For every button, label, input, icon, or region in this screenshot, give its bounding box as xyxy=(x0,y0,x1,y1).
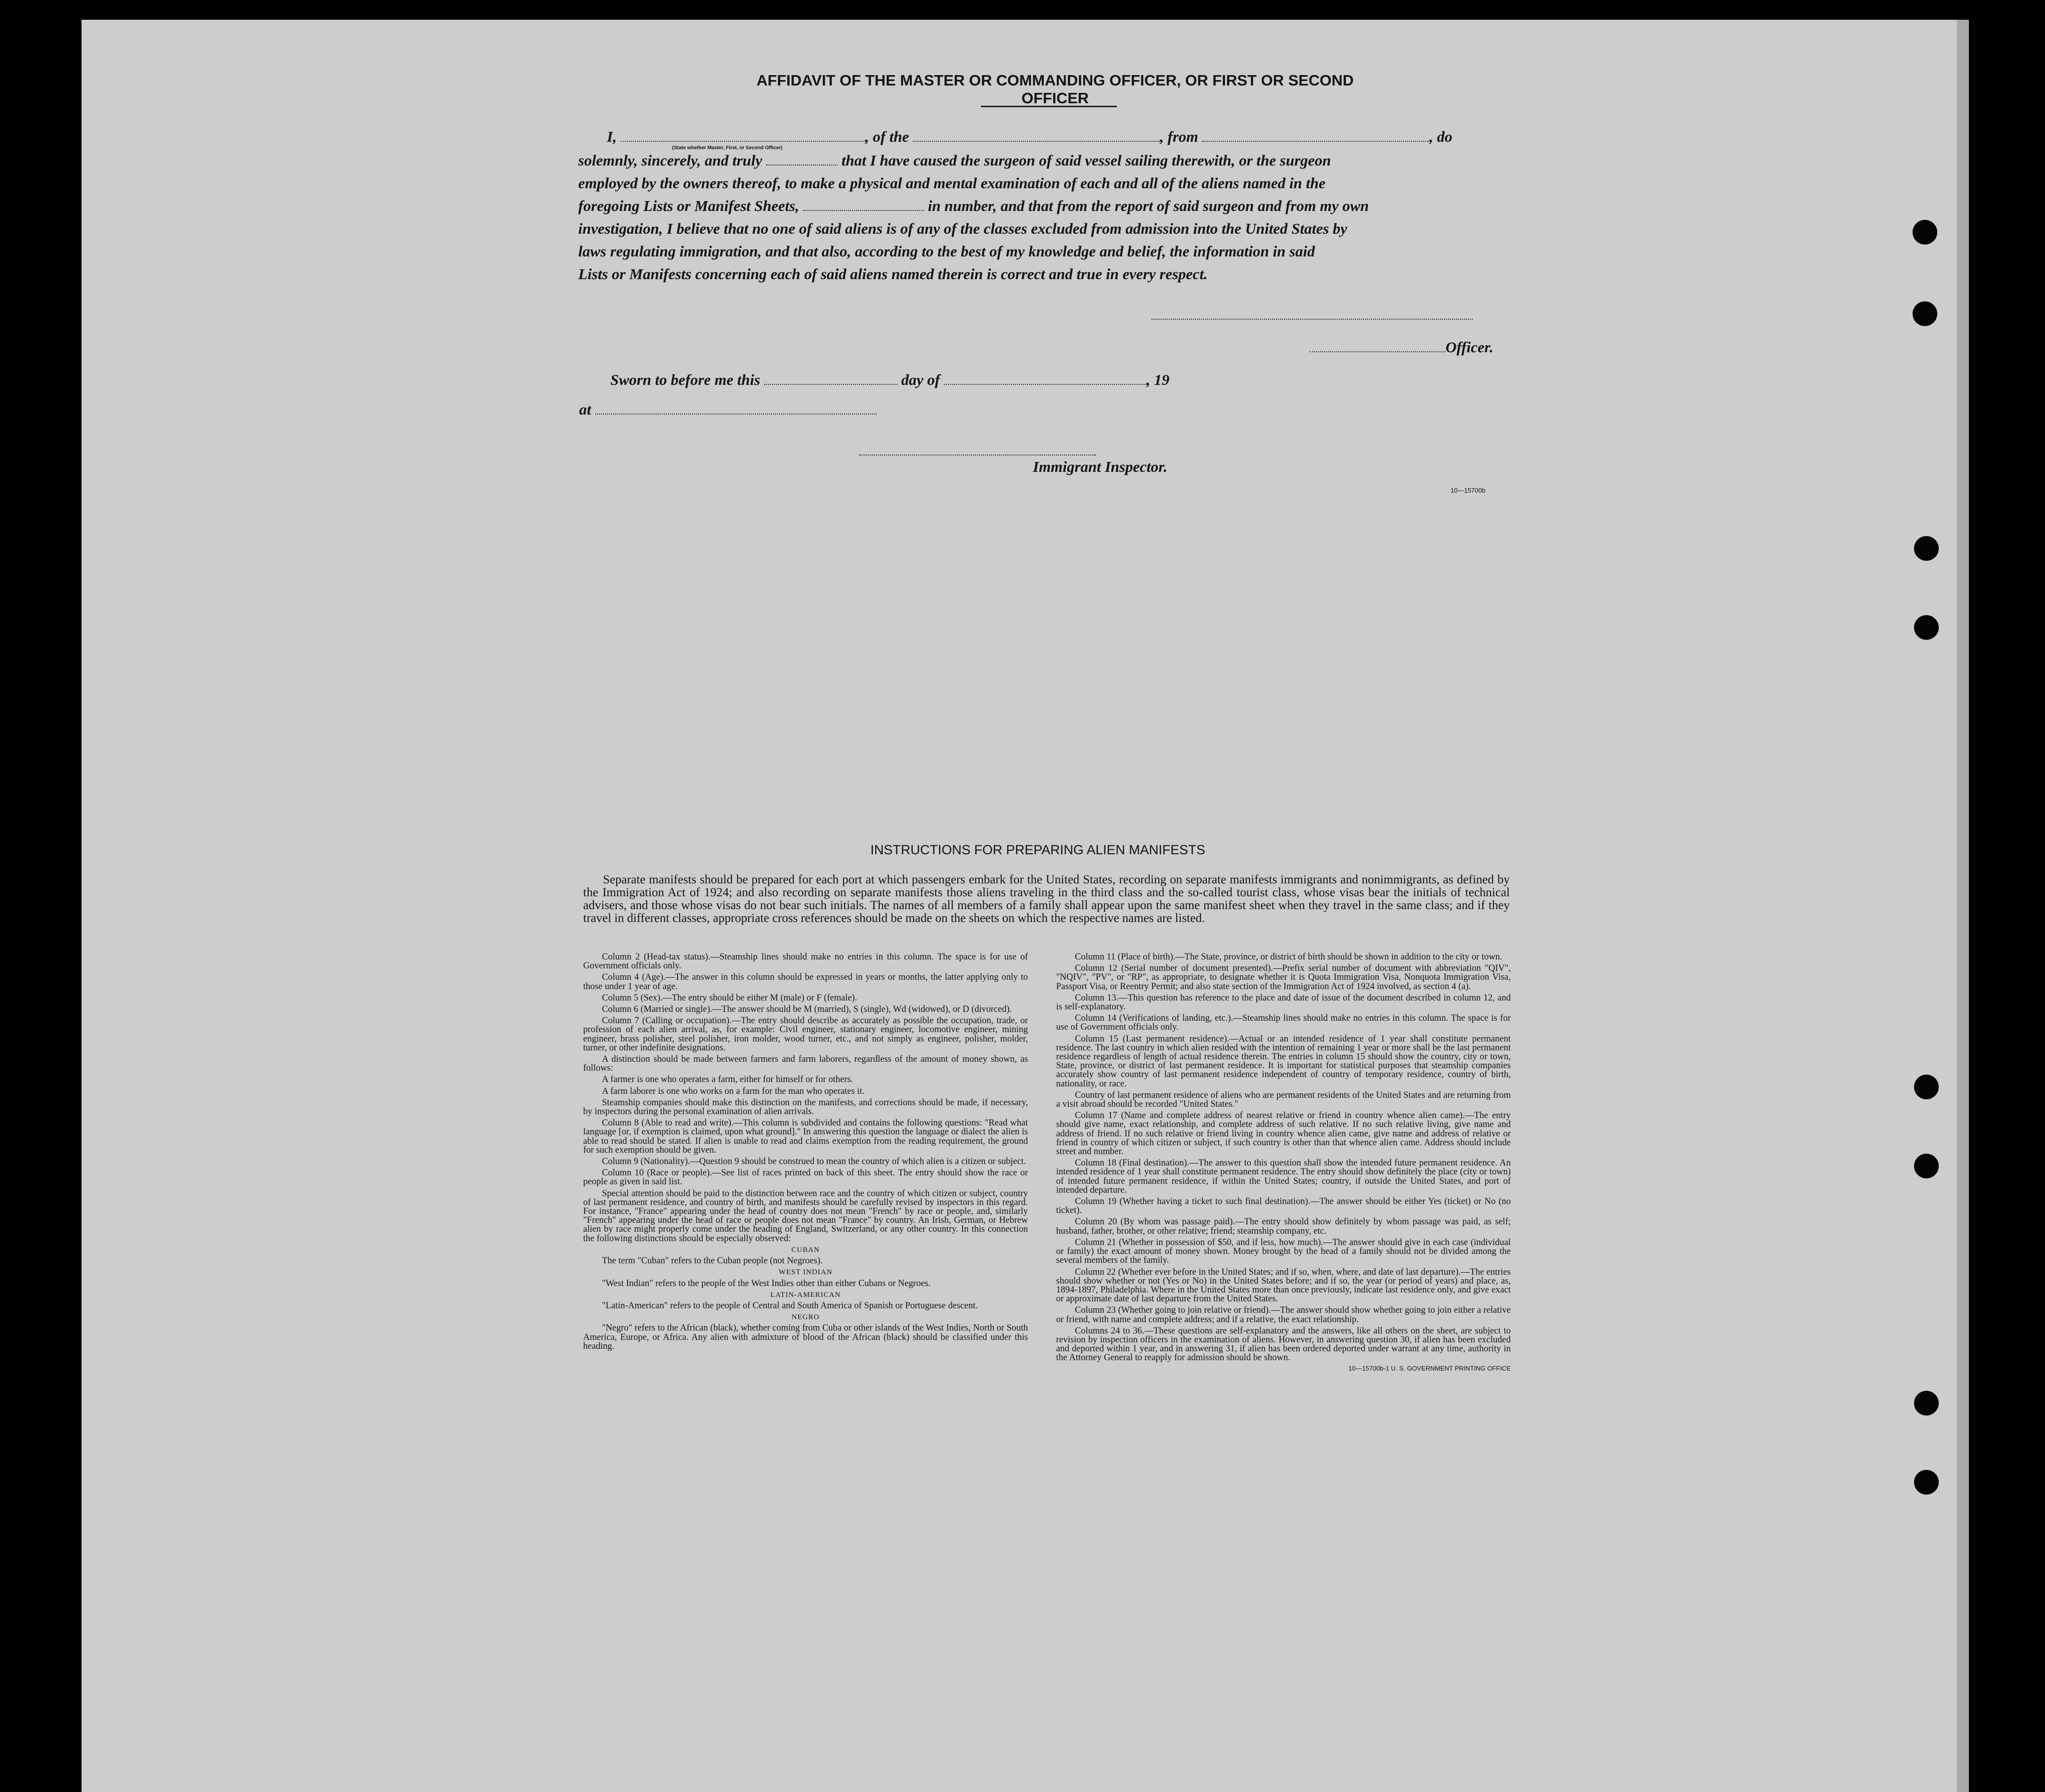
affidavit-line-7: Lists or Manifests concerning each of said aliens named therein is correct and true in every respect. xyxy=(578,265,1208,283)
instructions-left-column xyxy=(583,953,1028,1353)
instruction-paragraph: Column 12 (Serial number of document presented).—Prefix serial number of document with abbreviation "QIV", "NQIV", "PV", or "RP", as appropriate, to designate whether it is Quota Immigration Visa, Nonquota Immigration Visa, Passport Visa, or Reentry Permit; and also state section of the Immigration Act of 1924 involved, as section 4 (a). xyxy=(1056,963,1511,992)
instruction-paragraph: Country of last permanent residence of aliens who are permanent residents of the United States and are returning from a visit abroad should be recorded "United States." xyxy=(1056,1090,1511,1110)
instruction-paragraph: Column 10 (Race or people).—See list of races printed on back of this sheet. The entry should show the race or people as given in said list. xyxy=(583,1168,1028,1187)
punch-hole xyxy=(1914,1470,1939,1495)
section-heading: LATIN-AMERICAN xyxy=(770,1291,841,1299)
affidavit-title: AFFIDAVIT OF THE MASTER OR COMMANDING OFFICER, OR FIRST OR SECOND OFFICER xyxy=(756,72,1354,107)
affidavit-text: , from xyxy=(1160,128,1198,145)
instruction-paragraph: Column 23 (Whether going to join relative or friend).—The answer should show whether going to join either a relative or friend, with name and complete address; and if a relative, the exact relationship. xyxy=(1056,1305,1511,1325)
vessel-name-field[interactable] xyxy=(913,131,1160,142)
instruction-paragraph: Column 7 (Calling or occupation).—The entry should describe as accurately as possible the occupation, trade, or profession of each alien arrival, as, for example: Civil engineer, stationary engineer, locomotive engineer, mining engineer, brass polisher, steel polisher, iron molder, wood turner, etc., and not simply as engineer, polisher, molder, turner, or other indefinite designations. xyxy=(583,1016,1028,1053)
affidavit-line-3: employed by the owners thereof, to make a physical and mental examination of each and all of the aliens named in the xyxy=(578,174,1326,192)
sworn-line xyxy=(610,369,1169,391)
punch-hole xyxy=(1913,220,1937,245)
instructions-title: INSTRUCTIONS FOR PREPARING ALIEN MANIFESTS xyxy=(870,842,1205,857)
affidavit-text: at xyxy=(579,401,592,418)
instruction-paragraph: Column 11 (Place of birth).—The State, province, or district of birth should be shown in addition to the city or town. xyxy=(1075,952,1502,962)
signature-line[interactable] xyxy=(1151,319,1473,320)
section-heading: WEST INDIAN xyxy=(778,1268,833,1277)
definition-west-indian: "West Indian" refers to the people of the West Indies other than either Cubans or Negroes. xyxy=(602,1278,931,1289)
affidavit-text: in number, and that from the report of said surgeon and from my own xyxy=(928,197,1369,214)
officer-rank-field[interactable] xyxy=(621,131,865,142)
affidavit-text: solemnly, sincerely, and truly xyxy=(578,152,763,169)
instruction-paragraph: Column 13.—This question has reference to the place and date of issue of the document described in column 12, and is self-explanatory. xyxy=(1056,993,1511,1012)
instruction-paragraph: Column 4 (Age).—The answer in this column should be expressed in years or months, the latter applying only to those under 1 year of age. xyxy=(583,972,1028,992)
instruction-paragraph: Column 19 (Whether having a ticket to such final destination).—The answer should be either Yes (ticket) or No (no ticket). xyxy=(1056,1197,1511,1216)
instruction-paragraph: A farmer is one who operates a farm, either for himself or for others. xyxy=(602,1075,853,1085)
instruction-paragraph: Columns 24 to 36.—These questions are self-explanatory and the answers, like all others on the sheet, are subject to revision by inspection officers in the examination of aliens. However, in answering question 30, if alien has been excluded and deported within 1 year, and in answering 31, if alien has been ordered deported under warrant at any time, authority in the Attorney General to reapply for admission should be shown. xyxy=(1056,1326,1511,1363)
punch-hole xyxy=(1914,1154,1939,1178)
title-underline xyxy=(981,106,1117,107)
instruction-paragraph: Column 14 (Verifications of landing, etc.).—Steamship lines should make no entries in this column. The space is for use of Government officials only. xyxy=(1056,1013,1511,1033)
instruction-paragraph: Special attention should be paid to the distinction between race and the country of which citizen or subject, country of last permanent residence, and country of birth, and manifests should be carefully revised by inspectors in this regard. For instance, "France" appearing under the head of country does not mean "French" by race or people, and, similarly "French" appearing under the head of race or people does not mean "France" by country. An Irish, German, or Hebrew alien by race might properly come under the heading of England, Switzerland, or any other country. In this connection the following distinctions should be especially observed: xyxy=(583,1188,1028,1244)
print-footer: 10—15700b-1 U. S. GOVERNMENT PRINTING OFFICE xyxy=(1348,1364,1511,1372)
instruction-paragraph: Column 2 (Head-tax status).—Steamship lines should make no entries in this column. The space is for use of Government officials only. xyxy=(583,952,1028,971)
officer-signature-field[interactable] xyxy=(1310,341,1446,352)
sworn-day-field[interactable] xyxy=(764,374,897,385)
at-line xyxy=(579,398,877,421)
instruction-paragraph: Column 9 (Nationality).—Question 9 should be construed to mean the country of which alien is a citizen or subject. xyxy=(602,1157,1026,1167)
section-heading: CUBAN xyxy=(791,1246,820,1254)
inspector-label: Immigrant Inspector. xyxy=(1033,458,1168,475)
officer-label: Officer. xyxy=(1446,338,1493,356)
affidavit-text: Sworn to before me this xyxy=(610,371,761,388)
instruction-paragraph: Steamship companies should make this distinction on the manifests, and corrections should be made, if necessary, by inspectors during the personal examination of alien arrivals. xyxy=(583,1097,1028,1117)
affidavit-line-2 xyxy=(578,149,1512,172)
instruction-paragraph: Column 18 (Final destination).—The answer to this question shall show the intended future permanent residence. An intended residence of 1 year shall constitute permanent residence. The entry should show definitely the place (city or town) of intended future permanent residence, if within the United States; country, if outside the United States, and port of intended departure. xyxy=(1056,1158,1511,1195)
definition-cuban: The term "Cuban" refers to the Cuban people (not Negroes). xyxy=(602,1256,823,1266)
instruction-paragraph: Column 6 (Married or single).—The answer should be M (married), S (single), Wd (widowed), or D (divorced). xyxy=(602,1004,1012,1015)
port-field[interactable] xyxy=(1202,131,1429,142)
instruction-paragraph: Column 15 (Last permanent residence).—Actual or an intended residence of 1 year shall constitute permanent residence. The last country in which alien resided with the intention of remaining 1 year or more shall be the last permanent residence regardless of length of actual residence therein. The entries in column 15 should show the country, city or town, State, province, or district of last permanent residence. It is important for statistical purposes that steamship companies accurately show country of last permanent residence independent of country of temporary residence, country of birth, nationality, or race. xyxy=(1056,1034,1511,1089)
officer-signature-row xyxy=(1310,336,1493,359)
instruction-paragraph: Column 22 (Whether ever before in the United States; and if so, when, where, and date of last departure).—The entries should show whether or not (Yes or No) in the United States before; and if so, the year (or period of years) and place, as, 1894-1897, Philadelphia. Where in the United States more than once previously, indicate last residence only, and give exact or approximate date of last departure from the United States. xyxy=(1056,1267,1511,1304)
field-hint: (State whether Master, First, or Second Officer) xyxy=(672,145,783,151)
affidavit-line-5: investigation, I believe that no one of said aliens is of any of the classes excluded from admission into the United States by xyxy=(578,220,1348,237)
affidavit-text: foregoing Lists or Manifest Sheets, xyxy=(578,197,799,214)
affidavit-text: , do xyxy=(1429,128,1452,145)
instruction-paragraph: A distinction should be made between farmers and farm laborers, regardless of the amount of money shown, as follows: xyxy=(583,1054,1028,1074)
affidavit-text: , 19 xyxy=(1146,371,1170,388)
sworn-place-field[interactable] xyxy=(595,404,877,415)
instruction-paragraph: Column 17 (Name and complete address of nearest relative or friend in country whence alien came).—The entry should give name, exact relationship, and complete address of such relative. If no such relative living, give name and address of friend. If no such relative or friend living in country whence alien came, give name and address of relative or friend in country of which citizen or subject, if such country is other than that whence alien came. Address should include street and number. xyxy=(1056,1111,1511,1157)
oath-field[interactable] xyxy=(766,155,838,166)
definition-latin-american: "Latin-American" refers to the people of Central and South America of Spanish or Portuguese descent. xyxy=(602,1300,978,1311)
instruction-paragraph: Column 8 (Able to read and write).—This column is subdivided and contains the following questions: "Read what language [or, if exemption is claimed, upon what ground]." In answering this question the language or dialect the alien is able to read should be stated. If alien is unable to read and claims exemption from the reading requirement, the ground for such exemption should be given. xyxy=(583,1118,1028,1155)
instruction-paragraph: A farm laborer is one who works on a farm for the man who operates it. xyxy=(602,1086,865,1096)
instructions-intro: Separate manifests should be prepared for each port at which passengers embark for the United States, recording on separate manifests immigrants and nonimmigrants, as defined by the Immigration Act of 1924; and also recording on separate manifests those aliens traveling in the third class and the so-called tourist class, whose visas bear the initials of technical advisers, and those whose visas do not bear such initials. The names of all members of a family shall appear upon the same manifest sheet when they travel in the same class; and if they travel in different classes, appropriate cross references should be made on the sheets on which the respective names are listed. xyxy=(583,873,1510,925)
affidavit-line-6: laws regulating immigration, and that also, according to the best of my knowledge and belief, the information in said xyxy=(578,243,1315,260)
punch-hole xyxy=(1914,1391,1939,1416)
section-heading: NEGRO xyxy=(791,1313,820,1322)
punch-hole xyxy=(1913,301,1937,326)
affidavit-text: that I have caused the surgeon of said vessel sailing therewith, or the surgeon xyxy=(841,152,1331,169)
instruction-paragraph: Column 5 (Sex).—The entry should be either M (male) or F (female). xyxy=(602,993,857,1003)
punch-hole xyxy=(1914,536,1939,561)
punch-hole xyxy=(1914,615,1939,640)
affidavit-text: , of the xyxy=(865,128,909,145)
number-of-sheets-field[interactable] xyxy=(803,200,924,211)
instruction-paragraph: Column 21 (Whether in possession of $50, and if less, how much).—The answer should give in each case (individual or family) the exact amount of money shown. Money brought by the head of a family should not be divided among the several members of the family. xyxy=(1056,1237,1511,1266)
definition-negro: "Negro" refers to the African (black), whether coming from Cuba or other islands of the West Indies, North or South America, Europe, or Africa. Any alien with admixture of blood of the African (black) should be classified under this heading. xyxy=(583,1323,1028,1351)
punch-hole xyxy=(1914,1075,1939,1099)
sheet-edge xyxy=(1957,20,1969,1792)
instruction-paragraph: Column 20 (By whom was passage paid).—The entry should show definitely by whom passage was paid, as self; husband, father, brother, or other relative; friend; steamship company, etc. xyxy=(1056,1217,1511,1236)
instructions-right-column xyxy=(1056,953,1511,1375)
sworn-month-field[interactable] xyxy=(944,374,1147,385)
form-code: 10—15700b xyxy=(1450,487,1486,494)
affidavit-text: I, xyxy=(607,128,617,145)
affidavit-text: day of xyxy=(901,371,940,388)
affidavit-line-4 xyxy=(578,195,1512,217)
